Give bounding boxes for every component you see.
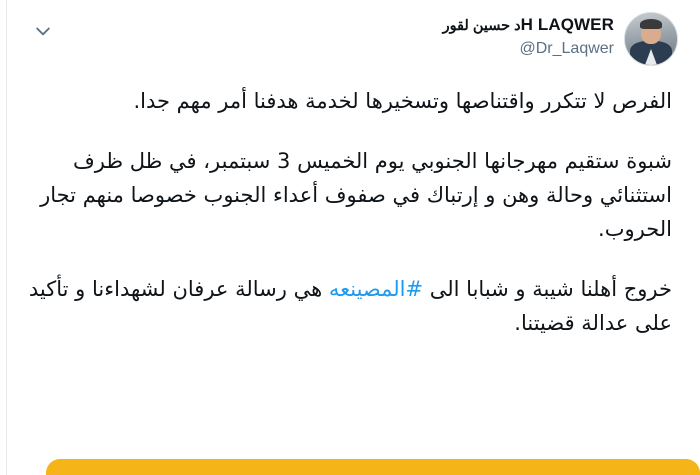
author-name-latin: H LAQWER	[520, 15, 614, 34]
author-name-arabic: د حسين لقور	[442, 18, 521, 34]
hashtag-link[interactable]: #المصينعه	[328, 277, 424, 302]
tweet-card	[6, 0, 700, 475]
tweet-paragraph-1: الفرص لا تتكرر واقتناصها وتسخيرها لخدمة هدفنا أمر مهم جدا.	[133, 89, 672, 113]
paragraph-3-after: هي رسالة عرفان لشهداءنا و تأكيد على عدالة قضيتنا.	[28, 277, 672, 336]
author-display-name[interactable]	[437, 14, 614, 35]
avatar[interactable]	[624, 12, 678, 66]
avatar-hair	[640, 19, 662, 29]
paragraph-3-before: خروج أهلنا شيبة و شبابا الى	[423, 277, 672, 302]
tweet-paragraph-3	[22, 272, 672, 340]
author-name-block	[437, 10, 614, 59]
tweet-paragraph-2: شبوة ستقيم مهرجانها الجنوبي يوم الخميس 3 سبتمبر، في ظل ظرف استثنائي وحالة وهن و إرتباك في صفوف أعداء الجنوب خصوصا منهم تجار الحروب.	[40, 149, 672, 242]
author-handle[interactable]: @Dr_Laqwer	[519, 40, 614, 58]
tweet-body	[20, 84, 678, 340]
chevron-down-icon[interactable]	[30, 18, 56, 44]
tweet-header	[20, 10, 678, 84]
bottom-accent-bar	[46, 459, 700, 475]
